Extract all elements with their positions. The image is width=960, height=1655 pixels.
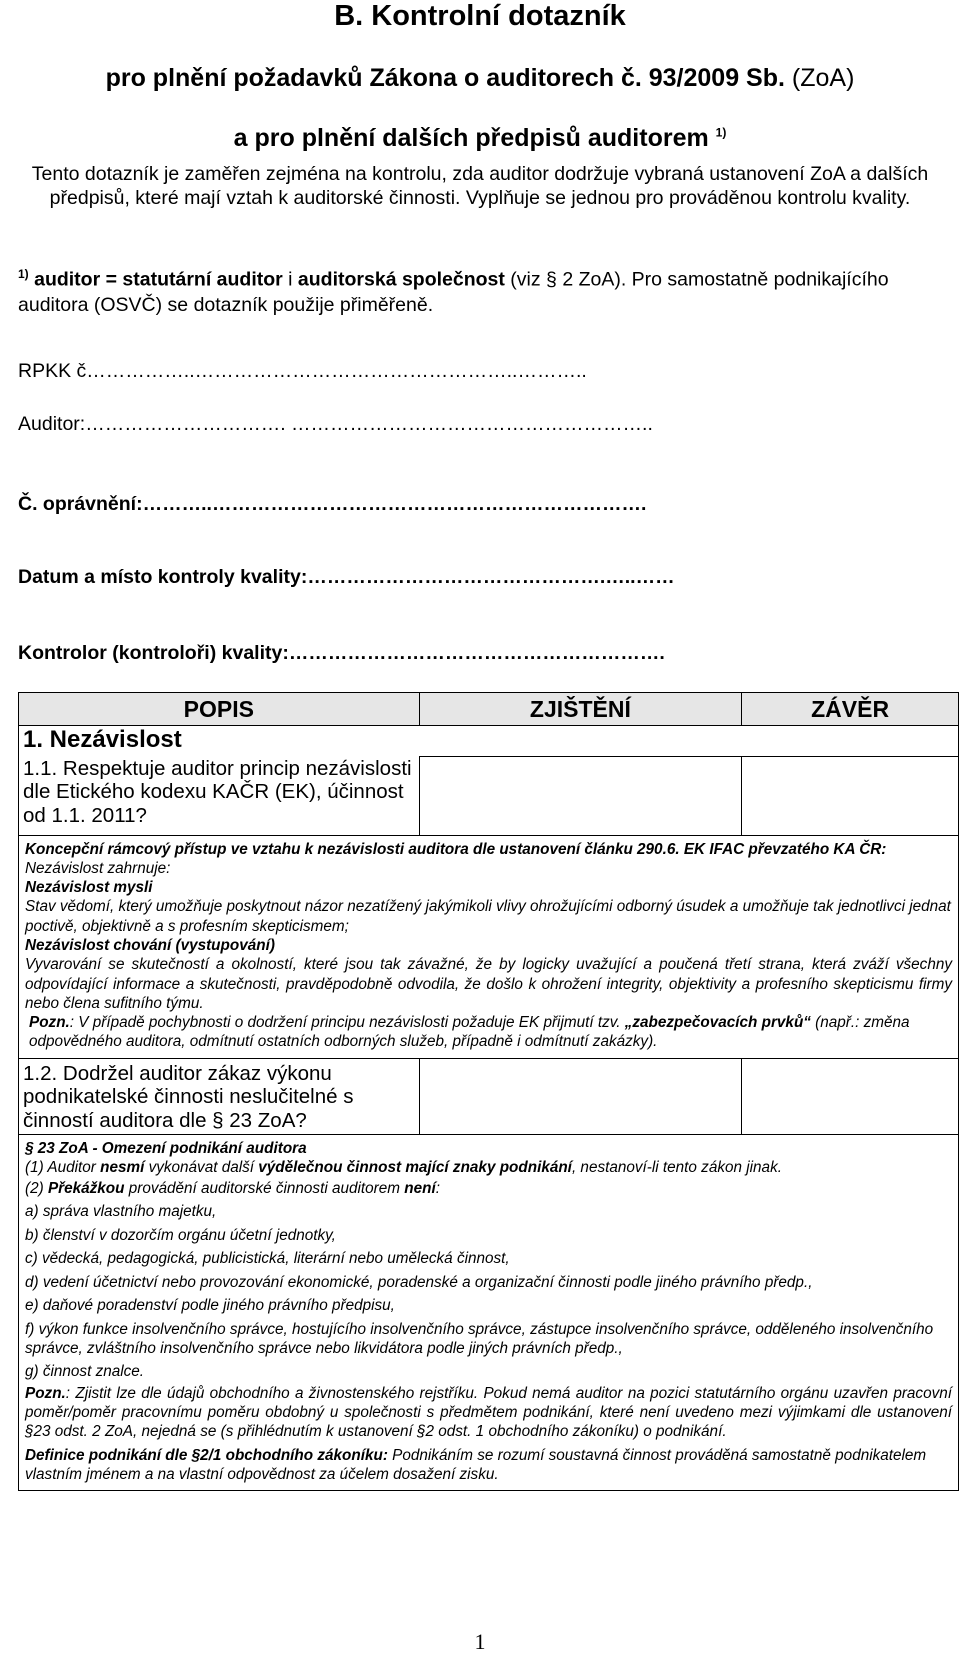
note2-item-e: e) daňové poradenství podle jiného právního předpisu, xyxy=(25,1297,395,1315)
note2-p2-a: (2) xyxy=(25,1179,48,1197)
note1-pozn-a: : V případě pochybnosti o dodržení principu nezávislosti požaduje EK přijmutí tzv. xyxy=(69,1014,625,1032)
note1-mysl-text: Stav vědomí, který umožňuje poskytnout názor nezatížený jakýmikoli vlivy ohrožujícími odborný úsudek a umožňuje tak jednotlivci jednat poctivě, objektivně a s profesním skepticismem; xyxy=(25,898,951,935)
note1-pozn-label: Pozn. xyxy=(29,1014,70,1032)
rpkk-field[interactable] xyxy=(18,360,587,383)
note1-chovani-heading: Nezávislost chování (vystupování) xyxy=(25,936,275,954)
note2-heading: § 23 ZoA - Omezení podnikání auditora xyxy=(25,1139,307,1157)
note2-p1-c: vykonávat další xyxy=(144,1158,259,1176)
datum-dots: ……………………………………….…..…… xyxy=(307,566,675,588)
footnote-mark: 1) xyxy=(18,267,29,281)
note2-item-c: c) vědecká, pedagogická, publicistická, literární nebo umělecká činnost, xyxy=(25,1250,510,1268)
table-header-row xyxy=(19,693,959,726)
note2-def-label: Definice podnikání dle §2/1 obchodního zákoníku: xyxy=(25,1446,388,1464)
note2-p2 xyxy=(25,1177,952,1201)
auditor-field[interactable] xyxy=(18,413,653,436)
kontrolor-dots: …………………………………………………. xyxy=(288,642,665,664)
note2-p2-d: není xyxy=(404,1179,436,1197)
answer-zjisteni-1-1[interactable] xyxy=(419,757,742,836)
note2-def-text: Podnikáním se rozumí soustavná činnost prováděná samostatně podnikatelem vlastním jménem a na vlastní odpovědnost za účelem dosažení zisku. xyxy=(25,1446,927,1484)
subtitle-law-bold: pro plnění požadavků Zákona o auditorech č. 93/2009 Sb. xyxy=(105,64,785,92)
answer-zaver-1-1[interactable] xyxy=(742,757,959,836)
answer-zaver-1-2[interactable] xyxy=(742,1058,959,1134)
note2-item-d: d) vedení účetnictví nebo provozování ekonomické, poradenské a organizační činnosti podle jiného právního předp., xyxy=(25,1273,813,1291)
auditor-label: Auditor: xyxy=(18,413,86,435)
note-1-2 xyxy=(19,1134,959,1491)
note1-line1: Nezávislost zahrnuje: xyxy=(25,859,171,877)
question-1-1: 1.1. Respektuje auditor princip nezávislosti dle Etického kodexu KAČR (EK), účinnost od 1.1. 2011? xyxy=(19,757,420,836)
section-row xyxy=(19,726,959,757)
footnote-ref: 1) xyxy=(715,125,727,140)
question-row xyxy=(19,1058,959,1134)
opravneni-field[interactable] xyxy=(18,493,646,516)
note2-pozn xyxy=(25,1384,952,1442)
note2-item-g: g) činnost znalce. xyxy=(25,1363,145,1381)
note2-p1-e: , nestanoví-li tento zákon jinak. xyxy=(571,1158,782,1176)
header-popis: POPIS xyxy=(19,693,420,726)
subtitle-other-regulations xyxy=(0,124,960,153)
opravneni-dots: ………..…………………………………………………………. xyxy=(142,493,647,515)
rpkk-label: RPKK č xyxy=(18,360,87,382)
note1-chovani-text: Vyvarování se skutečností a okolností, které jsou tak závažné, že by logicky uvažující a poučená třetí strana, která zváží všechny odpovídající informace a skutečnosti, pravděpodobně odvodila, že došlo k ohrožení integrity, objektivity a profesního skepticismu firmy nebo člena sufitního týmu. xyxy=(25,956,952,1012)
note2-item-a: a) správa vlastního majetku, xyxy=(25,1203,217,1221)
question-1-2: 1.2. Dodržel auditor zákaz výkonu podnikatelské činnosti neslučitelné s činností auditora dle § 23 ZoA? xyxy=(19,1058,420,1134)
kontrolor-field[interactable] xyxy=(18,642,665,665)
answer-zjisteni-1-2[interactable] xyxy=(419,1058,742,1134)
note2-p2-c: provádění auditorské činnosti auditorem xyxy=(124,1179,405,1197)
subtitle2-text: a pro plnění dalších předpisů auditorem xyxy=(233,124,709,152)
note-row xyxy=(19,835,959,1058)
note2-p1-b: nesmí xyxy=(100,1158,145,1176)
note2-definition xyxy=(25,1446,952,1485)
subtitle-law xyxy=(0,64,960,93)
page-number: 1 xyxy=(474,1629,486,1654)
header-zaver: ZÁVĚR xyxy=(742,693,959,726)
page-title: B. Kontrolní dotazník xyxy=(334,0,626,32)
questionnaire-table xyxy=(18,692,959,1491)
intro-paragraph: Tento dotazník je zaměřen zejména na kontrolu, zda auditor dodržuje vybraná ustanovení ZoA a dalších předpisů, které mají vztah k auditorské činnosti. Vyplňuje se jednou pro prováděnou kontrolu kvality. xyxy=(31,163,929,209)
header-zjisteni: ZJIŠTĚNÍ xyxy=(419,693,742,726)
note2-item-b: b) členství v dozorčím orgánu účetní jednotky, xyxy=(25,1226,336,1244)
note1-pozn-b: „zabezpečovacích prvků“ xyxy=(624,1014,811,1032)
note-row xyxy=(19,1134,959,1491)
footnote xyxy=(18,262,948,318)
note2-p2-e: : xyxy=(435,1179,440,1197)
note2-p1-a: (1) Auditor xyxy=(25,1158,101,1176)
note2-item-f: f) výkon funkce insolvenčního správce, hostujícího insolvenčního správce, zástupce insolvenčního správce, odděleného insolvenčního správce, zvláštního insolvenčního správce nebo likvidátora podle jiných právních předp., xyxy=(25,1320,934,1358)
note-1-1 xyxy=(19,835,959,1058)
kontrolor-label: Kontrolor (kontroloři) kvality: xyxy=(18,642,289,664)
rpkk-dots: ……………..…………………………………………..……….. xyxy=(86,360,587,382)
note2-p1 xyxy=(25,1158,952,1177)
opravneni-label: Č. oprávnění: xyxy=(18,493,143,515)
section-nezavislost: 1. Nezávislost xyxy=(19,726,959,757)
note1-mysl-heading: Nezávislost mysli xyxy=(25,879,153,897)
footnote-mid: i xyxy=(282,268,298,291)
subtitle-law-abbr: (ZoA) xyxy=(784,64,855,92)
note1-pozn xyxy=(25,1013,952,1052)
note2-p1-d: výdělečnou činnost mající znaky podnikání xyxy=(258,1158,572,1176)
note2-pozn-label: Pozn. xyxy=(25,1384,66,1402)
footnote-bold-1: auditor = statutární auditor xyxy=(34,268,283,291)
auditor-dots: …………………………. ……………………………………………….. xyxy=(85,413,653,435)
note1-pozn-c: (např.: změna odpovědného auditora, odmítnutí ostatních odborných služeb, případně i odmítnutí zakázky). xyxy=(29,1014,910,1051)
note2-p2-b: Překážkou xyxy=(47,1179,125,1197)
note1-heading: Koncepční rámcový přístup ve vztahu k nezávislosti auditora dle ustanovení článku 290.6. EK IFAC převzatého KA ČR: xyxy=(25,840,887,858)
question-row xyxy=(19,757,959,836)
datum-field[interactable] xyxy=(18,566,675,589)
note2-pozn-text: : Zjistit lze dle údajů obchodního a živnostenského rejstříku. Pokud nemá auditor na pozici statutárního orgánu uzavřen pracovní poměr/poměr pracovnímu poměru obdobný u společnosti s předmětem podnikání, které není uvedeno mezi výjimkami dle ustanovení §23 odst. 2 ZoA, nejedná se (s přihlédnutím k ustanovení §2 odst. 1 obchodního zákoníku) o podnikání. xyxy=(25,1384,952,1441)
footnote-rest: (viz § 2 ZoA). Pro samostatně podnikajícího auditora (OSVČ) se dotazník použije přiměřeně. xyxy=(18,268,889,316)
footnote-bold-2: auditorská společnost xyxy=(297,268,505,291)
datum-label: Datum a místo kontroly kvality: xyxy=(18,566,308,588)
